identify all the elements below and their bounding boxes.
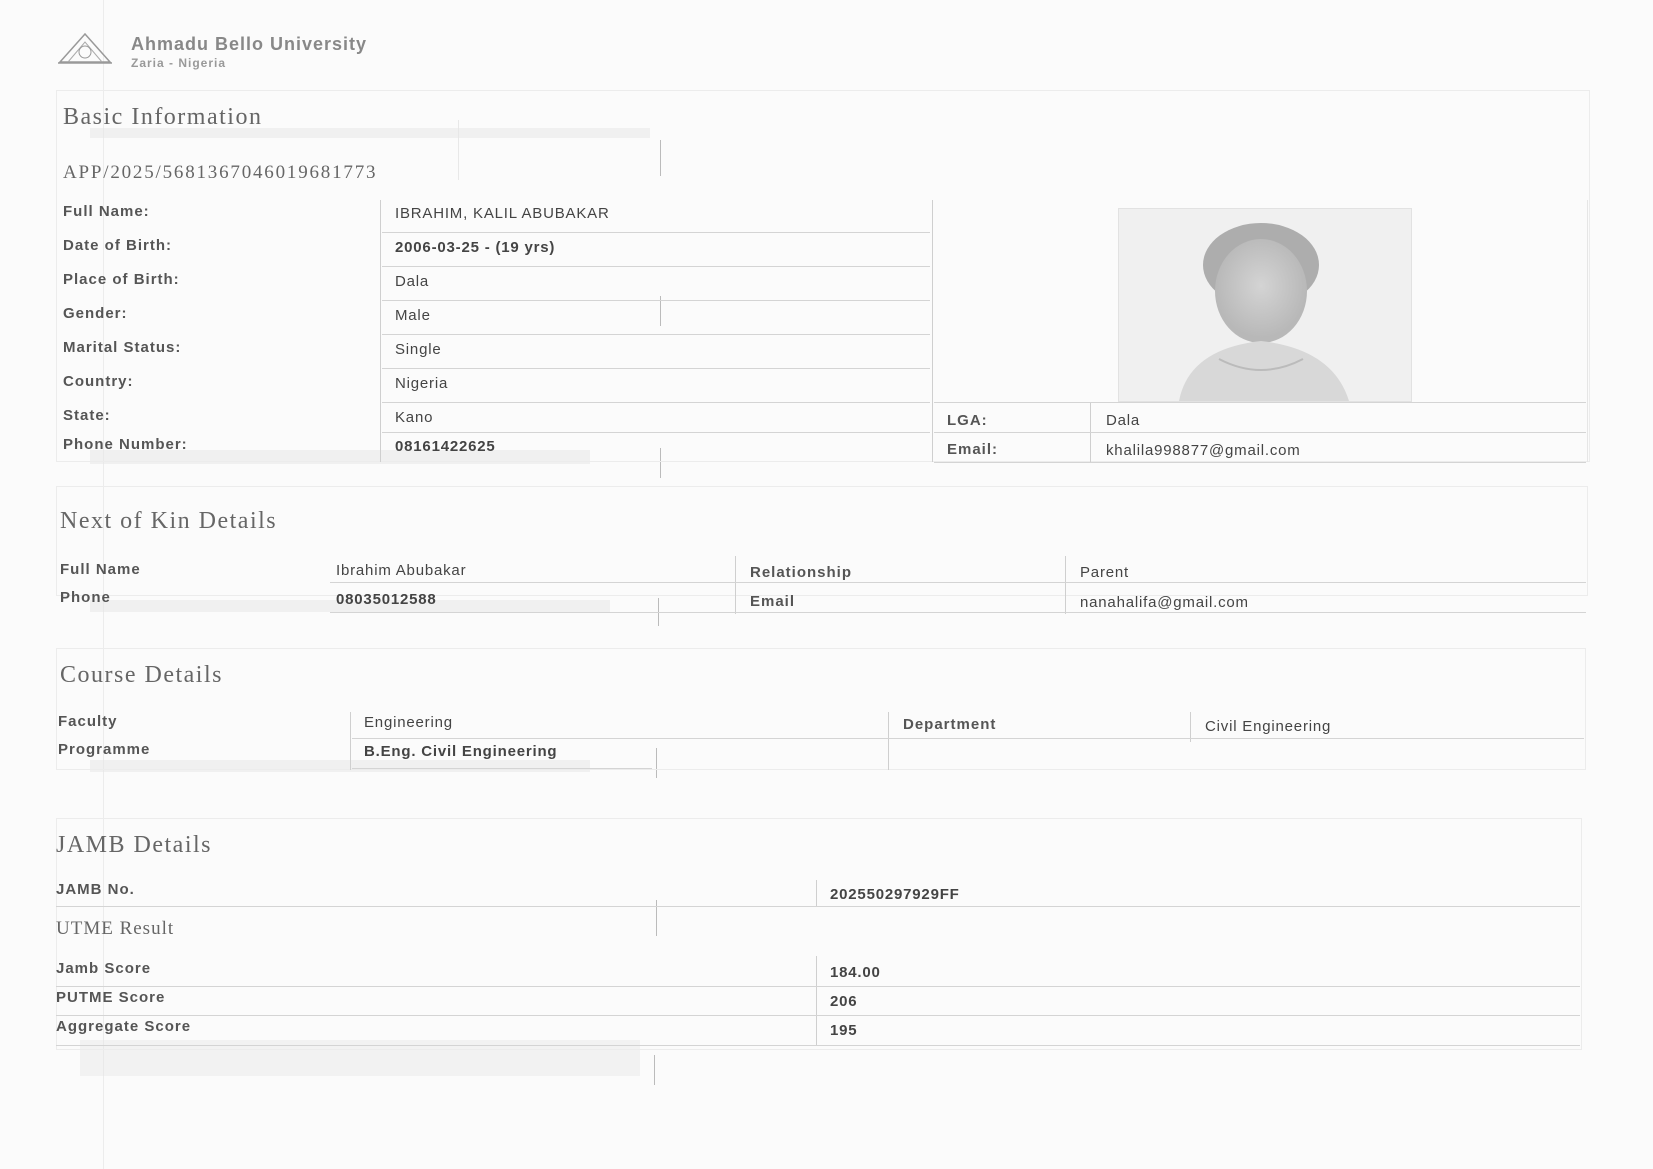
aggregate-score-value: 195 [830,1022,858,1039]
jamb-score-value: 184.00 [830,964,881,981]
kin-email-label: Email [750,593,796,610]
row-divider [352,768,652,769]
marital-status-value: Single [395,341,442,358]
row-divider [382,334,930,335]
row-divider [382,300,930,301]
row-divider [934,432,1586,433]
kin-full-name-label: Full Name [60,561,141,578]
state-label: State: [63,407,111,424]
row-divider [56,1015,1580,1016]
row-divider [934,402,1586,403]
department-value: Civil Engineering [1205,718,1332,735]
email-label: Email: [947,441,999,458]
lga-label: LGA: [947,412,988,429]
column-divider [816,956,817,1046]
email-value: khalila998877@gmail.com [1106,442,1301,459]
kin-relationship-value: Parent [1080,564,1129,581]
full-name-label: Full Name: [63,203,150,220]
column-divider [816,880,817,906]
row-divider [352,738,1584,739]
row-divider [382,368,930,369]
university-location: Zaria - Nigeria [131,56,227,70]
row-divider [934,462,1586,463]
university-name: Ahmadu Bello University [131,34,368,54]
programme-label: Programme [58,741,151,758]
country-value: Nigeria [395,375,449,392]
marital-status-label: Marital Status: [63,339,182,356]
jamb-number-label: JAMB No. [56,881,135,898]
putme-score-label: PUTME Score [56,989,166,1006]
utme-result-heading: UTME Result [56,918,175,939]
column-divider [1065,556,1066,614]
applicant-photo [1118,208,1412,402]
country-label: Country: [63,373,134,390]
phone-number-value: 08161422625 [395,438,496,455]
column-divider [1587,200,1588,462]
column-divider [888,712,889,770]
course-details-section [56,648,1586,770]
jamb-number-value: 202550297929FF [830,886,960,903]
faculty-label: Faculty [58,713,118,730]
next-of-kin-heading: Next of Kin Details [60,508,278,534]
scan-artifact-line [654,1055,655,1085]
application-number: APP/2025/5681367046019681773 [63,162,378,183]
putme-score-value: 206 [830,993,858,1010]
full-name-value: IBRAHIM, KALIL ABUBAKAR [395,205,610,222]
row-divider [56,1045,1580,1046]
column-divider [380,200,381,462]
pob-label: Place of Birth: [63,271,180,288]
row-divider [382,432,930,433]
row-divider [56,986,1580,987]
column-divider [932,200,933,462]
aggregate-score-label: Aggregate Score [56,1018,192,1035]
row-divider [382,266,930,267]
jamb-score-label: Jamb Score [56,960,152,977]
programme-value: B.Eng. Civil Engineering [364,743,558,760]
jamb-details-heading: JAMB Details [56,832,212,858]
row-divider [382,402,930,403]
kin-relationship-label: Relationship [750,564,853,581]
lga-value: Dala [1106,412,1141,429]
university-logo [56,30,114,66]
faculty-value: Engineering [364,714,453,731]
dob-value: 2006-03-25 - (19 yrs) [395,239,556,256]
kin-full-name-value: Ibrahim Abubakar [336,562,467,579]
course-details-heading: Course Details [60,662,223,688]
kin-phone-value: 08035012588 [336,591,437,608]
dob-label: Date of Birth: [63,237,172,254]
column-divider [350,712,351,770]
gender-label: Gender: [63,305,128,322]
gender-value: Male [395,307,431,324]
kin-email-value: nanahalifa@gmail.com [1080,594,1249,611]
state-value: Kano [395,409,434,426]
kin-phone-label: Phone [60,589,111,606]
phone-number-label: Phone Number: [63,436,188,453]
row-divider [330,612,1586,613]
row-divider [382,232,930,233]
pob-value: Dala [395,273,430,290]
row-divider [56,906,1580,907]
basic-info-heading: Basic Information [63,104,263,130]
column-divider [735,556,736,614]
row-divider [330,582,1586,583]
department-label: Department [903,716,997,733]
